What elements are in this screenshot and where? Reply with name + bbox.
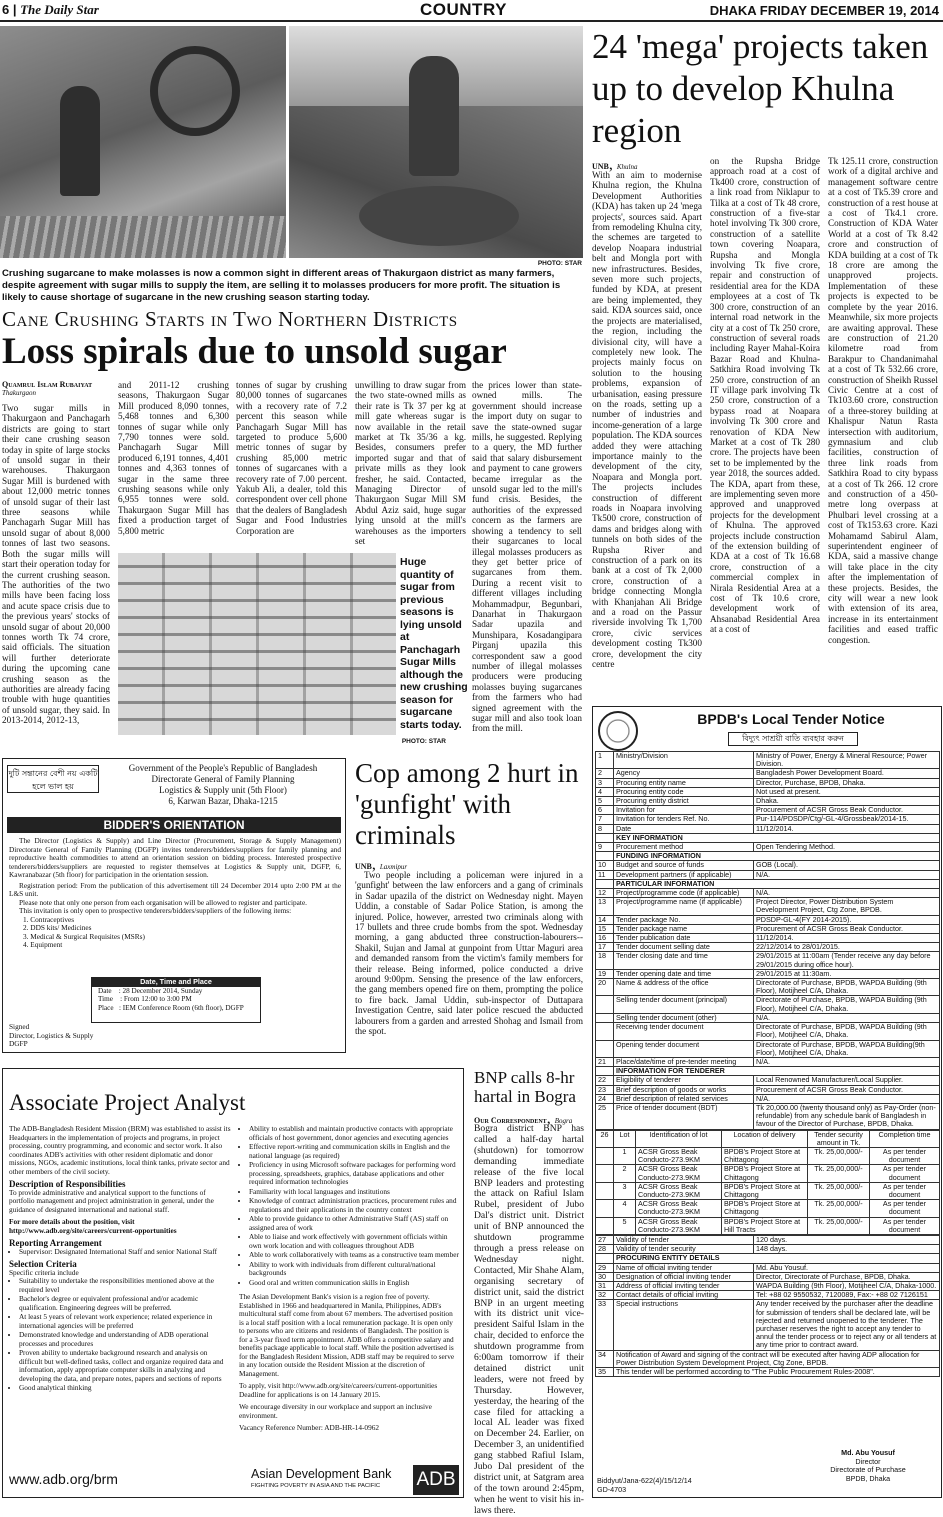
- tender-cell: N/A.: [754, 1094, 940, 1103]
- tender-row: [596, 1254, 940, 1263]
- tender-cell: BPDB's Project Store at Chittagong: [722, 1165, 808, 1182]
- tender-cell: Tk. 25,00,000/-: [808, 1200, 870, 1217]
- tender-cell: Tender publication date: [614, 934, 754, 943]
- tender-cell: Invitation for: [614, 806, 754, 815]
- tender-cell: Open Tendering Method.: [754, 843, 940, 852]
- tender-cell: Dhaka.: [754, 797, 940, 806]
- dgfp-slogan: দুটি সন্তানের বেশী নয় একটি হলে ভাল হয়: [7, 765, 99, 793]
- tender-cell: PROCURING ENTITY DETAILS: [614, 1254, 940, 1263]
- tender-row: [596, 1103, 940, 1129]
- tender-cell: Date: [614, 824, 754, 833]
- tender-row: [596, 778, 940, 787]
- tender-cell: Tk 20,000.00 (twenty thousand only) as Pay-Order (non-refundable) from any schedule bank of Bangladesh in favour of the Director of Purchase, BPDB, Dhaka.: [754, 1103, 940, 1129]
- tender-cell: Tender package name: [614, 924, 754, 933]
- adb-abilities-list: • Ability to establish and maintain productive contacts with appropriate officials of host government, donor agencies and executing agencies • Effective report-writing and communication skills in English and the national language (as required) • Proficiency in using Microsoft software packages for performing word processing, spreadsheets, graphics, database applications and other required information technologies • Familiarity with local languages and institutions • Knowledge of contract administration practices, procurement rules and regulations and their applications in the country context • Able to provide guidance to other Administrative Staff (AS) staff on assigned area of work • Able to liaise and work effectively with government officials within own work location and with colleagues throughout ADB • Able to work collaboratively with teams as a constructive team member • Ability to work with individuals from different cultural/national backgrounds • Good oral and written communication skills in English: [239, 1125, 459, 1287]
- tender-cell: Project Director, Power Distribution System Development Project, Ctg Zone, BPDB.: [754, 898, 940, 915]
- tender-cell: Validity of tender: [614, 1235, 754, 1244]
- adb-criteria-list: • Suitability to undertake the responsibilities mentioned above at the required level • Bachelor's degree or equivalent professional and/or academic qualification. Engineering degrees will be preferred. • At least 5 years of relevant work experience; related experience in international agencies will be preferred • Demonstrated knowledge and understanding of ADB operational processes and procedures • Proven ability to undertake background research and analysis on difficult but well-defined tasks, collect and organize required data and information, apply appropriate computer skills in analyzing and developing the data, and prepare notes, papers and sections of reports • Good analytical thinking: [9, 1277, 231, 1393]
- tender-row: [596, 769, 940, 778]
- tender-cell: As per tender document: [870, 1165, 940, 1182]
- tender-cell: [596, 1023, 614, 1040]
- tender-cell: 10: [596, 861, 614, 870]
- tender-info-table: [595, 751, 940, 1130]
- tender-lot-row: [596, 1217, 940, 1234]
- adb-tagline: FIGHTING POVERTY IN ASIA AND THE PACIFIC: [251, 1483, 381, 1489]
- tender-cell: 120 days.: [754, 1235, 940, 1244]
- tender-lot-row: [596, 1200, 940, 1217]
- tender-cell: As per tender document: [870, 1217, 940, 1234]
- tender-cell: Procurement of ACSR Gross Beak Conductor.: [754, 924, 940, 933]
- bpdb-logo: [598, 711, 638, 751]
- tender-row: [596, 1263, 940, 1272]
- tender-cell: Procurement of ACSR Gross Beak Conductor.: [754, 1085, 940, 1094]
- sugar-byline: Quamrul Islam Rubaiyat Thakurgaon: [2, 380, 93, 397]
- tender-cell: 5: [614, 1217, 636, 1234]
- tender-cell: 2: [614, 1165, 636, 1182]
- tender-cell: 22: [596, 1076, 614, 1085]
- tender-cell: ACSR Gross Beak Conducto-273.9KM: [636, 1165, 722, 1182]
- tender-cell: Place/date/time of pre-tender meeting: [614, 1057, 754, 1066]
- tender-cell: 9: [596, 843, 614, 852]
- tender-row: [596, 1085, 940, 1094]
- tender-cell: [596, 1200, 614, 1217]
- adb-job-title: Associate Project Analyst: [9, 1090, 246, 1115]
- tender-cell: 28: [596, 1245, 614, 1254]
- tender-cell: INFORMATION FOR TENDERER: [614, 1067, 940, 1076]
- tender-lot-header: [596, 1130, 940, 1147]
- tender-cell: WAPDA Building (9th Floor), Motijheel C/A, Dhaka-1000.: [754, 1281, 940, 1290]
- tender-cell: As per tender document: [870, 1147, 940, 1164]
- tender-cell: ACSR Gross Beak Conducto-273.9KM: [636, 1147, 722, 1164]
- sugar-headline: Loss spirals due to unsold sugar: [2, 331, 507, 372]
- tender-cell: BPDB's Project Store at Chittagong: [722, 1147, 808, 1164]
- tender-row: [596, 1350, 940, 1367]
- sugar-col-3: tonnes of sugar by crushing 80,000 tonnes of sugarcanes with a recovery rate of 7.2 percent this season while Panchagarh Sugar Mill has targeted to produce 5,600 metric tonnes of sugar by crushing 85,000 metric tonnes of sugarcanes with a recovery rate of 7.00 percent. Yakub Ali, a dealer, told this correspondent over cell phone that the dealers of Bangladesh Sugar and Food Industries Corporation are: [236, 380, 347, 536]
- bpdb-reference: Biddyut/Jana-622(4)/15/12/14 GD-4703: [597, 1476, 692, 1494]
- masthead: The Daily Star: [20, 2, 99, 17]
- khulna-col-2: on the Rupsha Bridge approach road at a cost of Tk400 crore, construction of a link road from Niklapur to Tilka at a cost of Tk 48 crore, construction of a five-star hotel involving Tk 300 crore, construction of a satellite town covering Noapara, Rupsha and Mongla involving Tk five crore, repair and construction of residential area for the KDA employees at a cost of Tk 300 crore, construction of an internal road network in the city at a cost of Tk 250 crore, construction of several roads including Rayer Mahal-Koira Bazar Road and Khulna-Satkhira Road involving Tk 250 crore, construction of an IT village park involving Tk 250 crore, construction of a bypass road at Noapara involving Tk 300 crore and renovation of KDA New Market at a cost of Tk 280 crore. The projects have been set to be implemented by the year 2018, the sources added. The KDA, apart from these, are implementing seven more approved and unapproved projects for the development of Khulna. The approved projects include construction of the extension building of KDA at a cost of Tk 16.68 crore, construction of a commercial complex in Nirala Residential Area at a cost of Tk 10.6 crore, development work of Ahsanabad Residential Area at a cost of: [710, 156, 820, 635]
- tender-cell: Tk. 25,00,000/-: [808, 1165, 870, 1182]
- tender-cell: 4: [614, 1200, 636, 1217]
- tender-cell: 148 days.: [754, 1245, 940, 1254]
- tender-cell: ACSR Gross Beak Conducto-273.9KM: [636, 1217, 722, 1234]
- adb-logo: ADB: [413, 1465, 459, 1495]
- tender-lots-table: [595, 1130, 940, 1235]
- tender-cell: Agency: [614, 769, 754, 778]
- tender-cell: Budget and source of funds: [614, 861, 754, 870]
- tender-cell: 32: [596, 1291, 614, 1300]
- dgfp-org: Government of the People's Republic of Bangladesh Directorate General of Family Planning Logistics & Supply unit (5th Floor) 6, Karwan Bazar, Dhaka-1215: [128, 763, 318, 806]
- tender-cell: 29/01/2015 at 11:00am (Tender receive any day before 29/01/2015 during office hour).: [754, 952, 940, 969]
- tender-cell: Tender package No.: [614, 915, 754, 924]
- tender-cell: Bangladesh Power Development Board.: [754, 769, 940, 778]
- tender-cell: [596, 1254, 614, 1263]
- tender-cell: Price of tender document (BDT): [614, 1103, 754, 1129]
- tender-cell: Name of official inviting tender: [614, 1263, 754, 1272]
- tender-cell: 35: [596, 1368, 614, 1377]
- bpdb-tender-title: BPDB's Local Tender Notice: [697, 711, 885, 727]
- tender-cell: Procuring entity district: [614, 797, 754, 806]
- tender-cell: Director, Directorate of Purchase, BPDB, Dhaka.: [754, 1272, 940, 1281]
- tender-row: [596, 1368, 940, 1377]
- tender-cell: Validity of tender security: [614, 1245, 754, 1254]
- khulna-headline: 24 'mega' projects taken up to develop Khulna region: [592, 27, 929, 150]
- sugar-photo-caption: Crushing sugarcane to make molasses is now a common sight in different areas of Thakurgaon district as many farmers, despite agreement with sugar mills to supply the item, are selling it to molasses producers for more profit. The situation is likely to cause shortage of sugarcane in the new crushing season starting today.: [2, 268, 561, 303]
- sugar-sacks-credit: PHOTO: STAR: [401, 738, 446, 745]
- tender-cell: [596, 996, 614, 1013]
- tender-cell: 12: [596, 889, 614, 898]
- tender-cell: 11/12/2014.: [754, 824, 940, 833]
- tender-row: [596, 915, 940, 924]
- tender-cell: Project/programme code (if applicable): [614, 889, 754, 898]
- tender-cell: Development partners (if applicable): [614, 870, 754, 879]
- tender-cell: [596, 1013, 614, 1022]
- tender-cell: 11/12/2014.: [754, 934, 940, 943]
- adb-url-link[interactable]: www.adb.org/brm: [9, 1471, 118, 1487]
- khulna-col-3: Tk 125.11 crore, construction work of a digital archive and management software centre at a cost of Tk5.39 crore and construction of a rest house at a cost of Tk4.1 crore. Construction of KDA Water World at a cost of Tk 8.42 crore and construction of KDA building at a cost of Tk 18 crore are among the unapproved projects. Implementation of these projects is expected to be complete by the year 2016. Meanwhile, six more projects are awaiting approval. These are construction of 21.20 kilometre road from Barakpur to Chandanimahal at a cost of Tk 532.66 crore, construction of Sheikh Russel Civic Centre at a cost of Tk103.60 crore, construction of a three-storey building at Khalispur Natun Rasta intersection with auditorium, gymnasium and club facilities, construction of three link roads from Satkhira Road to city bypass at a cost of Tk 266. 12 crore and construction of a 450-metre long overpass at Phulbari level crossing at a cost of Tk153.63 crore. Kazi Mohamamd Sabirul Alam, superintendent engineer of KDA, said a massive change will take place in the city after the implementation of these projects. Besides, the city will wear a new look with extension of its area, increase in its entertainment facilities and eased traffic congestion.: [828, 156, 938, 645]
- molasses-photo-right: [289, 26, 583, 258]
- tender-cell: 4: [596, 787, 614, 796]
- tender-cell: Lot: [614, 1130, 636, 1147]
- tender-cell: Directorate of Purchase, BPDB, WAPDA Building(9th Floor), Motijheel C/A, Dhaka.: [754, 1040, 940, 1057]
- tender-lot-row: [596, 1182, 940, 1199]
- bnp-body: Bogra district BNP has called a half-day hartal (shutdown) for tomorrow demanding immediate release of the five local BNP leaders and protesting the attack on Rafiul Islam Rubel, president of Jubo Dal's district unit. District unit of BNP announced the shutdown programme through a press release on Wednesday night. Contacted, Mir Shahe Alam, organising secretary of district unit, said the district BNP in an urgent meeting with its district unit vice-president Saiful Islam in the chair, decided to enforce the shutdown programme from 6:00am tomorrow if their detained district unit leaders, were not freed by Thursday. However, yesterday, the hearing of the case filed for attacking a local AL leader was fixed on December 24. Earlier, on December 3, an unidentified gang stabbed Rafiul Islam, Jubo Dal president of the district unit, at Satgram area of the town around 2:45pm, when he went to visit his in-laws there.: [474, 1123, 584, 1516]
- tender-cell: 7: [596, 815, 614, 824]
- tender-cell: 25: [596, 1103, 614, 1129]
- dgfp-body: The Director (Logistics & Supply) and Line Director (Procurement, Storage & Supply Management) Directorate General of Family Planning (DGFP) invites tenderers/bidders/suppliers for family planning and reproductive health commodities to attend an orientation session on bidding process. Interested prospective tenderers/bidders/suppliers are requested to register themselves at Logistics & Supply unit, DGFP, 6, Kawranabazar (5th floor) for participation in the orientation session. Registration period: From the publication of this advertisement till 24 December 2014 upto 2:00 PM at the L&S unit. Please note that only one person from each organisation will be allowed to register and participate. This invitation is only open to prospective tenderers/bidders/suppliers of the following items: 1. Contraceptives 2. DDS kits/ Medicines 3. Medical & Surgical Requisites (MSRs) 4. Equipment: [9, 836, 341, 949]
- tender-cell: Tender document selling date: [614, 943, 754, 952]
- tender-cell: Md. Abu Yousuf.: [754, 1263, 940, 1272]
- tender-cell: Selling tender document (principal): [614, 996, 754, 1013]
- cop-byline: UNB, Laxmipur: [355, 856, 408, 873]
- tender-row: [596, 1300, 940, 1350]
- tender-cell: As per tender document: [870, 1182, 940, 1199]
- tender-cell: Not used at present.: [754, 787, 940, 796]
- tender-cell: 17: [596, 943, 614, 952]
- tender-cell: Special instructions: [614, 1300, 754, 1350]
- tender-cell: 23: [596, 1085, 614, 1094]
- tender-cell: 13: [596, 898, 614, 915]
- sugarcane-photo-left: [0, 26, 286, 258]
- tender-cell: 29/01/2015 at 11:30am.: [754, 969, 940, 978]
- tender-row: [596, 861, 940, 870]
- tender-cell: Address of official inviting tender: [614, 1281, 754, 1290]
- tender-cell: Identification of lot: [636, 1130, 722, 1147]
- tender-lot-row: [596, 1165, 940, 1182]
- tender-row: [596, 870, 940, 879]
- tender-cell: ACSR Gross Beak Conducto-273.9KM: [636, 1182, 722, 1199]
- tender-cell: Invitation for tenders Ref. No.: [614, 815, 754, 824]
- tender-cell: Tender closing date and time: [614, 952, 754, 969]
- page-number-and-masthead: 6 | The Daily Star: [2, 2, 99, 17]
- tender-cell: 33: [596, 1300, 614, 1350]
- tender-cell: PARTICULAR INFORMATION: [614, 879, 940, 888]
- tender-cell: Tk. 25,00,000/-: [808, 1147, 870, 1164]
- tender-cell: [596, 1165, 614, 1182]
- tender-cell: BPDB's Project Store at Chittagong: [722, 1182, 808, 1199]
- tender-cell: 3: [596, 778, 614, 787]
- tender-cell: GOB (Local).: [754, 861, 940, 870]
- tender-cell: 11: [596, 870, 614, 879]
- bpdb-slogan: বিদ্যুৎ সাশ্রয়ী বাতি ব্যবহার করুন: [728, 732, 858, 746]
- bpdb-signature: Md. Abu Yousuf Director Directorate of Purchase BPDB, Dhaka: [830, 1448, 906, 1483]
- adb-left-column: The ADB-Bangladesh Resident Mission (BRM) was established to assist its Headquarters in the implementation of projects and programs, in project processing, country programming, and economic and sector work. It also coordinates ADB's activities with other resident diplomatic and donor missions, NGOs, academic institutions, local think tanks, private sector and other members of the civil society. Description of Responsibilities To provide administrative and analytical support to the functions of portfolio management and project administration in general, under the guidance of designated international and national staff. For more details about the position, visit http://www.adb.org/site/careers/current-opportunities Reporting Arrangement • Supervisor: Designated International Staff and senior National Staff Selection Criteria Specific criteria include • Suitability to undertake the responsibilities mentioned above at the required level • Bachelor's degree or equivalent professional and/or academic qualification. Engineering degrees will be preferred. • At least 5 years of relevant work experience; related experience in international agencies will be preferred • Demonstrated knowledge and understanding of ADB operational processes and procedures • Proven ability to undertake background research and analysis on difficult but well-defined tasks, collect and organize required data and information, apply appropriate computer skills in analyzing and developing the data, and prepare notes, papers and sections of reports • Good analytical thinking: [9, 1125, 231, 1465]
- cop-headline: Cop among 2 hurt in 'gunfight' with criminals: [355, 758, 579, 850]
- tender-cell: Tk. 25,00,000/-: [808, 1217, 870, 1234]
- tender-cell: 27: [596, 1235, 614, 1244]
- cop-body: Two people including a policeman were injured in a 'gunfight' between the law enforcers and a gang of criminals in Sadar upazila of the district on Wednesday night. Mayen Uddin, a constable of Sadar Police Station, is among the injured. Police, however, arrested two criminals along with 17 bullets and three crude bombs from the spot. Wednesday morning, a gang abducted three construction-labourers-- Shakil, Sujan and Jamal at gunpoint from Uttar Maguri area and demanded ransom from the victim's family members for their release. Being informed, police conducted a drive around 9:00pm. Sensing the presence of the law enforcers, the gang members opened fire on them, prompting the police to fire back. Jamal Uddin, sub-inspector of Duttapara Investigation Centre, said later police rescued the abducted labourers from a garden and arrested Shohag and Ismail from the spot.: [355, 870, 583, 1037]
- dateline: DHAKA FRIDAY DECEMBER 19, 2014: [709, 3, 939, 18]
- tender-cell: [596, 1040, 614, 1057]
- sugar-col-1: Two sugar mills in Thakurgaon and Panchagarh districts are going to start their cane crushing season today in spite of large stocks of unsold sugar in their warehouses. Thakurgaon Sugar Mill is burdened with about 12,000 metric tonnes of unsold sugar of their last three seasons while Panchagarh Sugar Mill has unsold sugar of about 8,000 tonnes of last two seasons. Both the sugar mills will start their operation today for the current crushing season. The authorities of the two mills have been facing loss and acute space crisis due to the previous years' stocks of unsold sugar of about 20,000 tonnes worth Tk 74 crore, said officials. The situation will further deteriorate during the upcoming cane crushing season as the authorities are already facing trouble with huge quantities of unsold sugar, they said. In 2013-2014, 2012-13,: [2, 403, 110, 726]
- tender-cell: 6: [596, 806, 614, 815]
- tender-cell: Director, Purchase, BPDB, Dhaka.: [754, 778, 940, 787]
- tender-cell: [596, 1217, 614, 1234]
- dgfp-date-time-place: Date, Time and Place Date : 28 December 2014, Sunday Time : From 12:00 to 3:00 PM Place : IEM Conference Room (6th floor), DGFP: [91, 977, 261, 1023]
- sugar-sacks-photo: [118, 553, 396, 735]
- tender-cell: N/A.: [754, 889, 940, 898]
- tender-row: [596, 815, 940, 824]
- tender-cell: Tender security amount in Tk.: [808, 1130, 870, 1147]
- tender-cell: 16: [596, 934, 614, 943]
- tender-cell: [596, 1147, 614, 1164]
- tender-cell: 22/12/2014 to 28/01/2015.: [754, 943, 940, 952]
- tender-cell: Ministry of Power, Energy & Mineral Resource; Power Division.: [754, 752, 940, 769]
- tender-cell: Procurement method: [614, 843, 754, 852]
- khulna-col-1: With an aim to modernise Khulna region, the Khulna Development Authorities (KDA) has taken up 24 'mega projects', sources said. Apart from remodeling Khulna city, the schemes are targeted to develop Noapara industrial belt and Mongla port with new infrastructures. Besides, seven more such projects, funded by KDA, at present are being implemented, they said. KDA sources said, once the projects are materialised, the region, including the divisional city, will have a completely new look. The projects mainly focus on solution to the housing problems, expansion of urbanisation, easing pressure on the roads, setting up a number of industries and income-generation of a large population. The KDA sources added they were attaching importance mainly to the development of the city, Noapara and Mongla port. The projects includes construction of different roads in Noapara involving Tk500 crore, construction of dams and bridges along with tunnels on both sides of the Rupsha River and construction of a park on its bank at a cost of Tk 2,000 crore, construction of a bridge connecting Mongla with Khanjahan Ali Bridge and a road on the Passur riverside involving Tk 1,700 crore, civic services development costing Tk300 crore, development the city centre: [592, 170, 702, 670]
- bpdb-tender-notice: [592, 706, 942, 1498]
- tender-cell: 24: [596, 1094, 614, 1103]
- tender-cell: Receiving tender document: [614, 1023, 754, 1040]
- tender-cell: Procuring entity name: [614, 778, 754, 787]
- bnp-byline: Our Correspondent, Bogra: [474, 1110, 573, 1127]
- tender-cell: Notification of Award and signing of the contract will be executed after having ADP allocation for Power Distribution System Development Project, Ctg Zone, BPDB.: [614, 1350, 940, 1367]
- section-name: COUNTRY: [420, 0, 507, 19]
- tender-cell: Completion time: [870, 1130, 940, 1147]
- tender-row: [596, 1040, 940, 1057]
- tender-lot-row: [596, 1147, 940, 1164]
- tender-cell: 14: [596, 915, 614, 924]
- dgfp-title: BIDDER'S ORIENTATION: [7, 817, 341, 833]
- sugar-photo-credit: PHOTO: STAR: [537, 260, 582, 267]
- tender-cell: Directorate of Purchase, BPDB, WAPDA Building (9th Floor), Motijheel C/A, Dhaka.: [754, 1023, 940, 1040]
- tender-cell: Ministry/Division: [614, 752, 754, 769]
- tender-cell: Location of delivery: [722, 1130, 808, 1147]
- sugar-sacks-caption: Huge quantity of sugar from previous seasons is lying unsold at Panchagarh Sugar Mills although the new crushing season for sugarcane starts today.: [400, 556, 468, 731]
- adb-bank-name: Asian Development Bank: [251, 1467, 392, 1481]
- tender-cell: Brief description of related services: [614, 1094, 754, 1103]
- tender-cell: [596, 1182, 614, 1199]
- tender-row: [596, 1076, 940, 1085]
- tender-cell: FUNDING INFORMATION: [614, 852, 940, 861]
- tender-cell: 26: [596, 1130, 614, 1147]
- tender-cell: Eligibility of tenderer: [614, 1076, 754, 1085]
- tender-row: [596, 1023, 940, 1040]
- tender-cell: N/A.: [754, 1057, 940, 1066]
- tender-cell: Directorate of Purchase, BPDB, WAPDA Building (9th Floor), Motijheel C/A, Dhaka.: [754, 996, 940, 1013]
- tender-cell: 1: [596, 752, 614, 769]
- tender-cell: This tender will be performed according to "The Public Procurement Rules-2008".: [614, 1368, 940, 1377]
- dgfp-signature: Signed Director, Logistics & Supply DGFP: [9, 1022, 94, 1048]
- tender-cell: 30: [596, 1272, 614, 1281]
- tender-cell: 34: [596, 1350, 614, 1367]
- tender-cell: Tel: +88 02 9550532, 7120089, Fax:- +88 02 7126151: [754, 1291, 940, 1300]
- tender-cell: 1: [614, 1147, 636, 1164]
- bpdb-tender-table: [595, 751, 940, 1377]
- dgfp-items: 1. Contraceptives 2. DDS kits/ Medicines 3. Medical & Surgical Requisites (MSRs) 4. Equipment: [23, 914, 145, 949]
- tender-row: [596, 996, 940, 1013]
- sugar-col-4: unwilling to draw sugar from the two state-owned mills as their rate is Tk 37 per kg at mill gate whereas sugar is now available in the retail market at Tk 35/36 a kg. Besides, consumers prefer imported sugar and that of private mills as they look fresher, he said. Contacted, Managing Director of Thakurgaon Sugar Mill SM Abdul Aziz said, huge sugar lying unsold at the mill's warehouses as the importers set: [355, 380, 466, 547]
- tender-cell: Procurement of ACSR Gross Beak Conductor.: [754, 806, 940, 815]
- tender-cell: Local Renowned Manufacturer/Local Supplier.: [754, 1076, 940, 1085]
- tender-cell: 19: [596, 969, 614, 978]
- tender-cell: Procuring entity code: [614, 787, 754, 796]
- tender-cell: Designation of official inviting tender: [614, 1272, 754, 1281]
- tender-row: [596, 952, 940, 969]
- tender-row: [596, 898, 940, 915]
- sugar-kicker: Cane Crushing Starts in Two Northern Districts: [2, 307, 458, 331]
- tender-row: [596, 979, 940, 996]
- tender-cell: Directorate of Purchase, BPDB, WAPDA Building (9th Floor), Motijheel C/A, Dhaka.: [754, 979, 940, 996]
- tender-cell: Contact details of official inviting: [614, 1291, 754, 1300]
- tender-cell: 5: [596, 797, 614, 806]
- tender-row: [596, 824, 940, 833]
- tender-cell: Project/programme name (if applicable): [614, 898, 754, 915]
- sugar-col-2: and 2011-12 crushing seasons, Thakurgaon Sugar Mill produced 8,090 tonnes, 5,468 tonnes and 6,300 tonnes of sugar while only 7,790 tonnes were sold. Panchagarh Sugar Mill produced 6,191 tonnes, 4,401 tonnes and 4,363 tonnes of sugar in the same three crushing seasons while only 6,955 tonnes were sold. Thakurgaon Sugar Mill has fixed a production target of 5,800 metric: [118, 380, 229, 536]
- tender-cell: Tender opening date and time: [614, 969, 754, 978]
- tender-cell: 29: [596, 1263, 614, 1272]
- tender-cell: As per tender document: [870, 1200, 940, 1217]
- tender-cell: Opening tender document: [614, 1040, 754, 1057]
- tender-cell: 3: [614, 1182, 636, 1199]
- tender-cell: Pur-114/PDSDP/Ctg/-GL-4/Grossbeak/2014-15.: [754, 815, 940, 824]
- page-header: [0, 0, 943, 22]
- tender-cell: BPDB's Project Store at Chittagong: [722, 1200, 808, 1217]
- adb-job-ad: [2, 1068, 464, 1498]
- tender-cell: 18: [596, 952, 614, 969]
- sugar-col-5: the prices lower than state-owned mills. The government should increase the import duty on sugar to save the state-owned sugar mills, he suggested. Replying to a query, the MD further said that salary disbursement and payment to cane growers became irregular as the unsold sugar led to the mill's fund crisis. Besides, the authorities of the expressed concern as the farmers are showing a tendency to sell their sugarcanes to local illegal molasses producers as they get better price of sugarcanes from them. During a recent visit to different villages including Mohammadpur, Begunbari, Danarhat in Thakurgaon Sadar upazila and Munshipara, Kosadangipara Pirganj upazila this correspondent saw a good number of illegal molasses producers were producing molasses buying sugarcanes from the farmers who had signed agreement with the sugar mill and also took loan from the mill.: [472, 380, 582, 734]
- tender-cell: BPDB's Project Store at Hill Tracts: [722, 1217, 808, 1234]
- tender-cell: 15: [596, 924, 614, 933]
- adb-right-column: • Ability to establish and maintain productive contacts with appropriate officials of host government, donor agencies and executing agencies • Effective report-writing and communication skills in English and the national language (as required) • Proficiency in using Microsoft software packages for performing word processing, spreadsheets, graphics, database applications and other required information technologies • Familiarity with local languages and institutions • Knowledge of contract administration practices, procurement rules and regulations and their applications in the country context • Able to provide guidance to other Administrative Staff (AS) staff on assigned area of work • Able to liaise and work effectively with government officials within own work location and with colleagues throughout ADB • Able to work collaboratively with teams as a constructive team member • Ability to work with individuals from different cultural/national backgrounds • Good oral and written communication skills in English The Asian Development Bank's vision is a region free of poverty. Established in 1966 and headquartered in Manila, Philippines, ADB's multicultural staff come from about 67 members. The advertised position is a local staff position with a local remuneration package. It is open only to persons who are citizens and residents of Bangladesh. The position is for a 3-year fixed term appointment. ADB offers a competitive salary and benefits package applicable to local staff. While the position advertised is for the Bangladesh Resident Mission, ADB staff may be required to serve in any location outside the Resident Mission at the discretion of Management. To apply, visit http://www.adb.org/site/careers/current-opportunities Deadline for applications is on 14 January 2015. We encourage diversity in our workplace and support an inclusive environment. Vacancy Reference Number: ADB-HR-14-0962: [239, 1125, 459, 1467]
- tender-cell: 21: [596, 1057, 614, 1066]
- khulna-byline: UNB, Khulna: [592, 156, 638, 173]
- tender-cell: PDSDP-GL-4(FY 2014-2015).: [754, 915, 940, 924]
- tender-cell: ACSR Gross Beak Conducto-273.9KM: [636, 1200, 722, 1217]
- tender-cell: 20: [596, 979, 614, 996]
- tender-cell: KEY INFORMATION: [614, 833, 940, 842]
- tender-cell: N/A.: [754, 1013, 940, 1022]
- tender-cell: Any tender received by the purchaser after the deadline for submission of tenders shall be declared late, will be rejected and returned unopened to the tenderer. The purchaser reserves the right to accept any tender to annul the tender process or to reject any or all tenders at any time prior to contract award.: [754, 1300, 940, 1350]
- tender-cell: 31: [596, 1281, 614, 1290]
- tender-cell: 8: [596, 824, 614, 833]
- tender-cell: 2: [596, 769, 614, 778]
- tender-cell: Tk. 25,00,000/-: [808, 1182, 870, 1199]
- tender-cell: Name & address of the office: [614, 979, 754, 996]
- dgfp-bidders-orientation-ad: [2, 758, 346, 1053]
- tender-cell: Selling tender document (other): [614, 1013, 754, 1022]
- bnp-headline: BNP calls 8-hr hartal in Bogra: [474, 1068, 576, 1106]
- tender-cell: N/A.: [754, 870, 940, 879]
- tender-entity-table: [595, 1235, 940, 1377]
- tender-row: [596, 752, 940, 769]
- tender-cell: Brief description of goods or works: [614, 1085, 754, 1094]
